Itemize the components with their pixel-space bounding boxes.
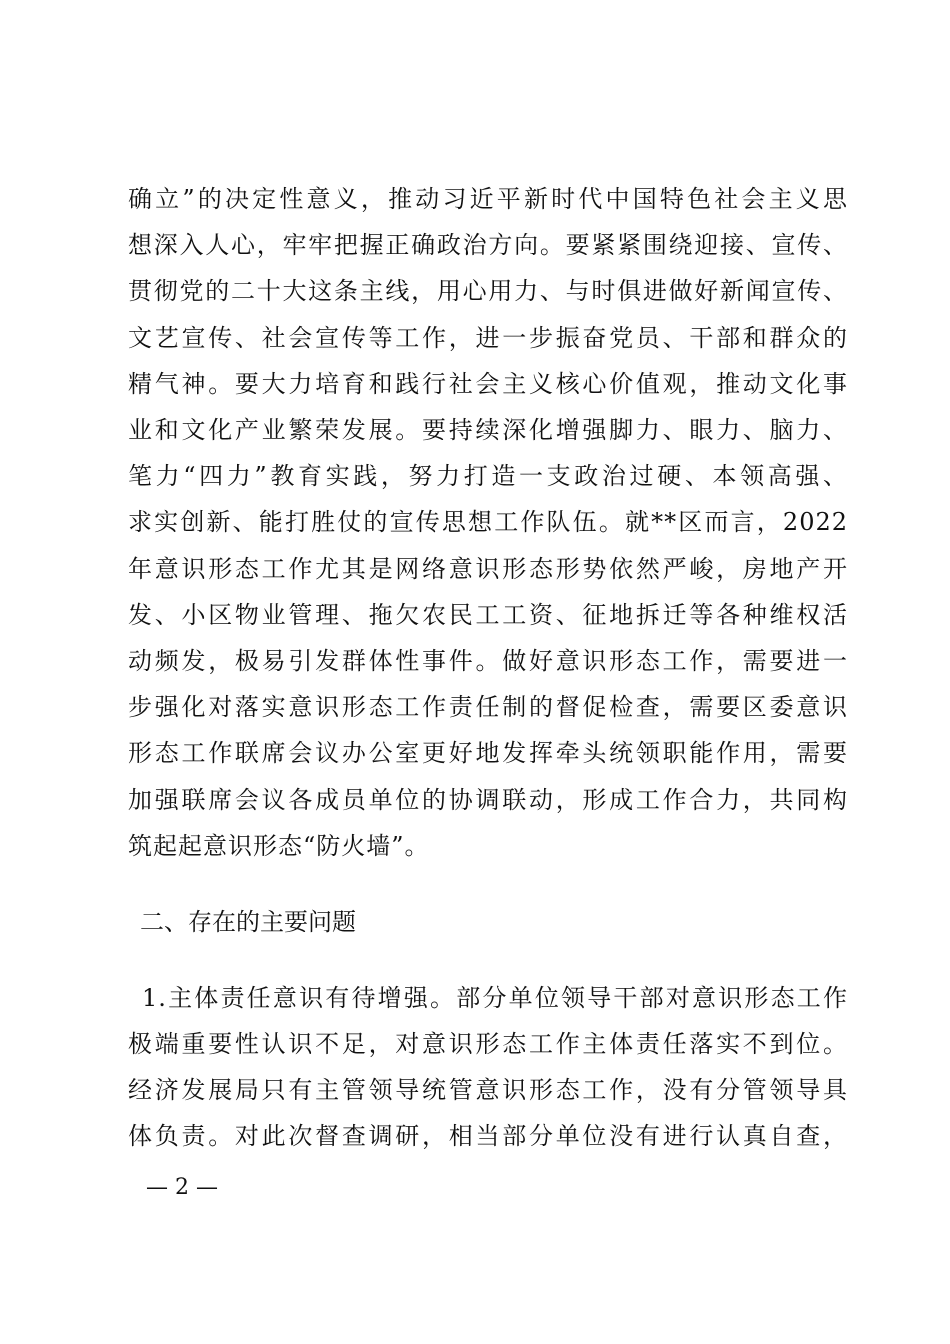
paragraph-line: 笔力“四力”教育实践，努力打造一支政治过硬、本领高强、 (128, 462, 848, 490)
paragraph-line: 求实创新、能打胜仗的宣传思想工作队伍。就**区而言，2022 (128, 508, 848, 536)
section-heading: 二、存在的主要问题 (140, 908, 356, 936)
paragraph-line: 经济发展局只有主管领导统管意识形态工作，没有分管领导具 (128, 1076, 848, 1104)
paragraph-line: 想深入人心，牢牢把握正确政治方向。要紧紧围绕迎接、宣传、 (128, 231, 848, 259)
paragraph-line: 贯彻党的二十大这条主线，用心用力、与时俱进做好新闻宣传、 (128, 277, 848, 305)
paragraph-line: 步强化对落实意识形态工作责任制的督促检查，需要区委意识 (128, 693, 848, 721)
paragraph-line: 发、小区物业管理、拖欠农民工工资、征地拆迁等各种维权活 (128, 601, 848, 629)
paragraph-line: 精气神。要大力培育和践行社会主义核心价值观，推动文化事 (128, 370, 848, 398)
paragraph-line: 1.主体责任意识有待增强。部分单位领导干部对意识形态工作 (142, 984, 848, 1012)
paragraph-line: 业和文化产业繁荣发展。要持续深化增强脚力、眼力、脑力、 (128, 416, 848, 444)
paragraph-line: 年意识形态工作尤其是网络意识形态形势依然严峻，房地产开 (128, 555, 848, 583)
paragraph-line: 极端重要性认识不足，对意识形态工作主体责任落实不到位。 (128, 1030, 848, 1058)
paragraph-line: 确立”的决定性意义，推动习近平新时代中国特色社会主义思 (128, 185, 848, 213)
paragraph-line: 筑起起意识形态“防火墙”。 (128, 832, 430, 860)
paragraph-line: 形态工作联席会议办公室更好地发挥牵头统领职能作用，需要 (128, 739, 848, 767)
paragraph-line: 动频发，极易引发群体性事件。做好意识形态工作，需要进一 (128, 647, 848, 675)
page-number: — 2 — (146, 1175, 218, 1200)
paragraph-line: 文艺宣传、社会宣传等工作，进一步振奋党员、干部和群众的 (128, 324, 848, 352)
paragraph-line: 体负责。对此次督查调研，相当部分单位没有进行认真自查， (128, 1122, 848, 1150)
paragraph-line: 加强联席会议各成员单位的协调联动，形成工作合力，共同构 (128, 786, 848, 814)
